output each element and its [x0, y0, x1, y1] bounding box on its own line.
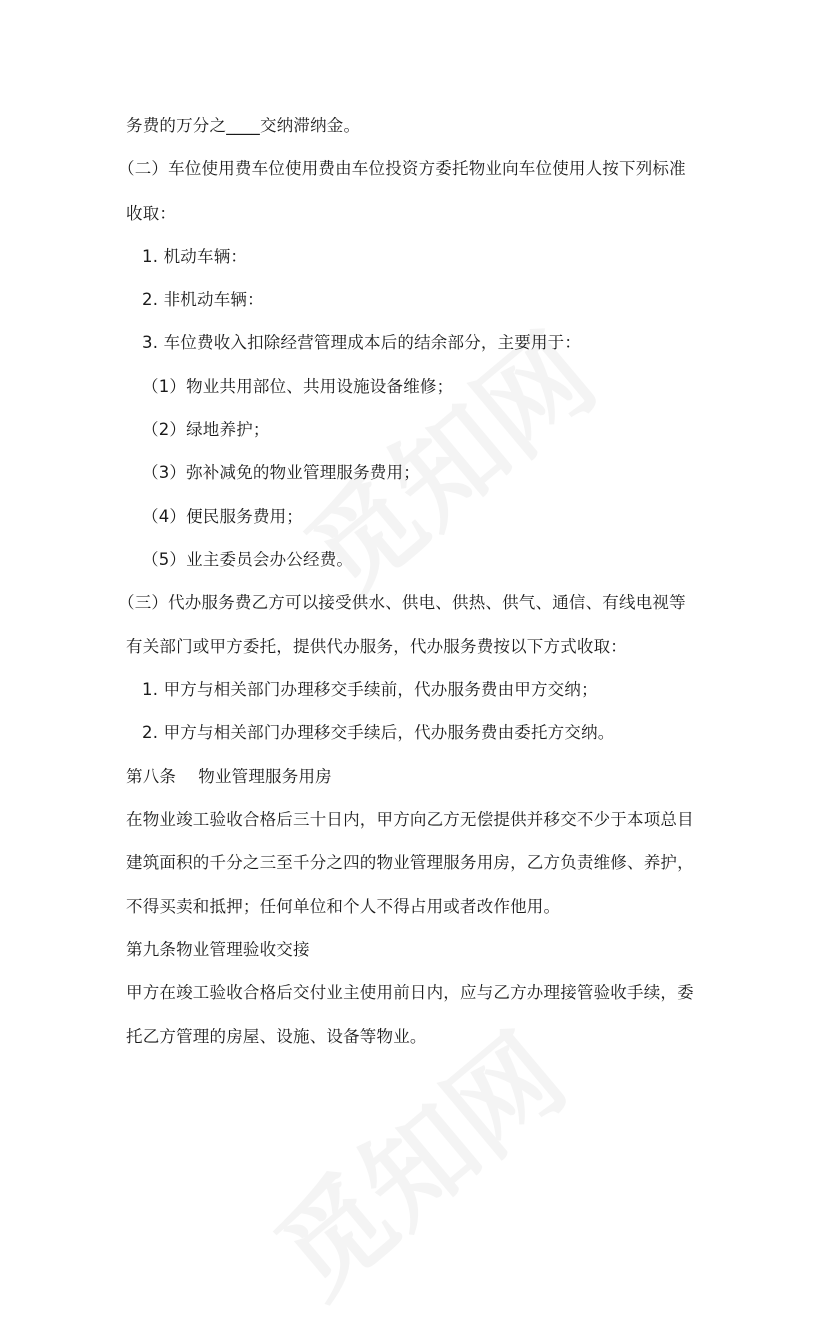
sub-list-item: （4）便民服务费用；: [142, 507, 303, 526]
paragraph-line: 务费的万分之____交纳滞纳金。: [126, 116, 361, 135]
paragraph-line: 甲方在竣工验收合格后交付业主使用前日内，应与乙方办理接管验收手续，委: [126, 983, 694, 1002]
sub-list-item: （5）业主委员会办公经费。: [142, 550, 354, 569]
article-heading: 第九条物业管理验收交接: [126, 940, 310, 959]
list-item: 1. 机动车辆：: [142, 247, 248, 266]
list-item: 2. 非机动车辆：: [142, 290, 264, 309]
paragraph-line: 有关部门或甲方委托，提供代办服务，代办服务费按以下方式收取：: [126, 637, 627, 656]
paragraph-line: 在物业竣工验收合格后三十日内，甲方向乙方无偿提供并移交不少于本项总目: [126, 810, 694, 829]
article-heading: 第八条 物业管理服务用房: [126, 767, 332, 786]
paragraph-line: 不得买卖和抵押；任何单位和个人不得占用或者改作他用。: [126, 897, 561, 916]
list-item: 2. 甲方与相关部门办理移交手续后，代办服务费由委托方交纳。: [142, 723, 615, 742]
paragraph-line: 收取：: [126, 204, 177, 223]
paragraph-line: 建筑面积的千分之三至千分之四的物业管理服务用房，乙方负责维修、养护，: [126, 853, 694, 872]
sub-list-item: （1）物业共用部位、共用设施设备维修；: [142, 377, 454, 396]
sub-list-item: （2）绿地养护；: [142, 420, 270, 439]
sub-list-item: （3）弥补减免的物业管理服务费用；: [142, 463, 420, 482]
paragraph-line: 托乙方管理的房屋、设施、设备等物业。: [126, 1027, 427, 1046]
list-item: 3. 车位费收入扣除经营管理成本后的结余部分，主要用于：: [142, 333, 582, 352]
list-item: 1. 甲方与相关部门办理移交手续前，代办服务费由甲方交纳；: [142, 680, 598, 699]
section-heading: （三）代办服务费乙方可以接受供水、供电、供热、供气、通信、有线电视等: [118, 593, 686, 612]
section-heading: （二）车位使用费车位使用费由车位投资方委托物业向车位使用人按下列标准: [118, 159, 686, 178]
